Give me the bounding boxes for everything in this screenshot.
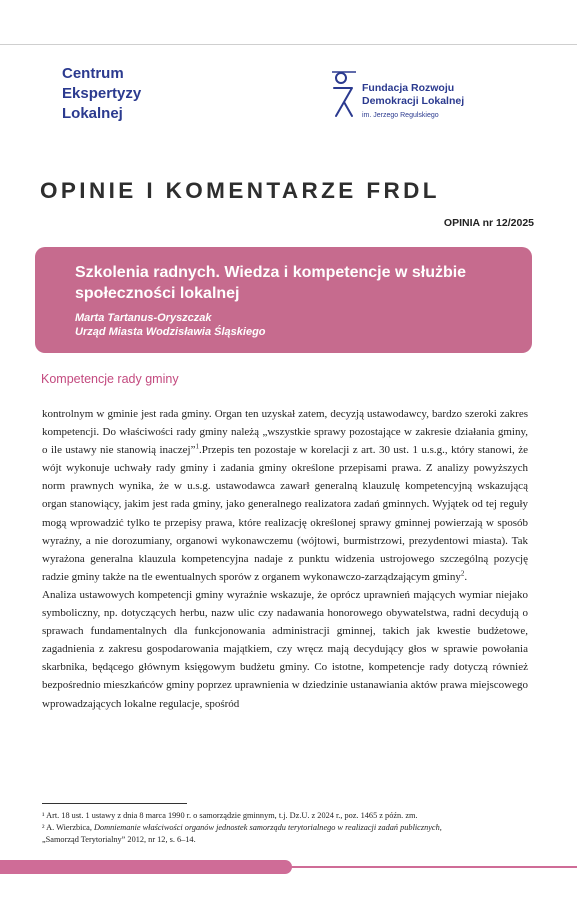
- frdl-name-line-1: Fundacja Rozwoju: [362, 82, 455, 94]
- footer-accent-bar: [0, 860, 292, 874]
- frdl-logo: [330, 68, 510, 128]
- footnote-2-suffix: ,: [439, 823, 442, 832]
- series-title: OPINIE I KOMENTARZE FRDL: [40, 178, 440, 203]
- paragraph-1: [42, 405, 528, 586]
- frdl-figure-icon: [330, 68, 358, 120]
- header-divider: [0, 44, 577, 45]
- body-text: [42, 405, 528, 713]
- footnote-ref-1[interactable]: 1: [195, 442, 199, 451]
- footer-accent-line: [285, 866, 577, 868]
- frdl-subtitle: im. Jerzego Regulskiego: [362, 112, 439, 119]
- footnote-2-prefix: ² A. Wierzbica,: [42, 823, 94, 832]
- footnote-divider: [42, 803, 187, 804]
- footnotes: [42, 810, 542, 846]
- cel-logo: [62, 64, 141, 124]
- author-affiliation: Urząd Miasta Wodzisławia Śląskiego: [75, 326, 266, 338]
- document-title: Szkolenia radnych. Wiedza i kompetencje w służbie społeczności lokalnej: [75, 264, 467, 302]
- footnote-2-continued: „Samorząd Terytorialny” 2012, nr 12, s. 6–14.: [42, 835, 196, 844]
- footnote-1: ¹ Art. 18 ust. 1 ustawy z dnia 8 marca 1990 r. o samorządzie gminnym, t.j. Dz.U. z 2024 r., poz. 1465 z późn. zm.: [42, 811, 418, 820]
- paragraph-1-part-c: .: [464, 570, 468, 583]
- section-heading: Kompetencje rady gminy: [41, 372, 179, 386]
- footnote-ref-2[interactable]: 2: [460, 569, 465, 578]
- cel-logo-line-3: Lokalnej: [62, 105, 123, 122]
- opinion-number: OPINIA nr 12/2025: [443, 217, 534, 229]
- author-name: Marta Tartanus-Oryszczak: [75, 312, 212, 324]
- footnote-2-title: Domniemanie właściwości organów jednostek samorządu terytorialnego w realizacji zadań publicznych: [94, 823, 440, 832]
- paragraph-1-part-a: kontrolnym w gminie jest rada gminy. Organ ten uzyskał zatem, decyzją ustawodawcy, bardzo szeroki zakres kompetencji. Do właściwości rady gminy należą „wszystkie sprawy pozostające w zakresie działania gminy, o ile ustawy nie stanowią inaczej”: [42, 408, 528, 457]
- cel-logo-line-2: Ekspertyzy: [62, 85, 142, 102]
- footnote-2: [42, 822, 542, 834]
- frdl-name-line-2: Demokracji Lokalnej: [362, 95, 465, 107]
- paragraph-2: Analiza ustawowych kompetencji gminy wyraźnie wskazuje, że oprócz uprawnień mających wymiar niejako symboliczny, np. dotyczących herbu, nazw ulic czy nadawania honorowego obywatelstwa, radni decydują o sprawach fundamentalnych dla funkcjonowania administracji gminnej, takich jak kwestie budżetowe, zagadnienia z zakresu gospodarowania majątkiem, czy wręcz mają decydujący głos w sprawie powołania skarbnika, będącego głównym księgowym budżetu gminy. Co istotne, kompetencje rady dotyczą również bezpośrednio mieszkańców gminy poprzez uprawnienia w dziedzinie ustanawiania aktów prawa miejscowego wprowadzających lokalne regulacje, spośród: [42, 588, 528, 710]
- paragraph-1-part-b: .Przepis ten pozostaje w korelacji z art. 30 ust. 1 u.s.g., który stanowi, że wójt wykonuje uchwały rady gminy i zadania gminy określone przepisami prawa. Z analizy powyższych norm prawnych wynika, że w u.s.g. ustawodawca zawarł generalną klauzulę kompetencyjną wskazującą organ stanowiący, jakim jest rada gminy, jako generalnego realizatora zadań gminnych. Wyjątek od tej reguły mogą wprowadzić tylko te przepisy prawa, które realizację określonej sprawy gminnej powierzają w sposób wyraźny, a nie dorozumiany, organowi wykonawczemu (wójtowi, burmistrzowi, prezydentowi miasta). Tak wyrażona generalna klauzula kompetencyjna nadaje z punktu widzenia ustrojowego szczególną pozycję radzie gminy także na tle ewentualnych sporów z organem wykonawczo-zarządzającym gminy: [42, 444, 528, 583]
- title-banner: [35, 247, 532, 353]
- frdl-name: [362, 82, 464, 108]
- author-block: [75, 311, 266, 339]
- cel-logo-line-1: Centrum: [62, 65, 124, 82]
